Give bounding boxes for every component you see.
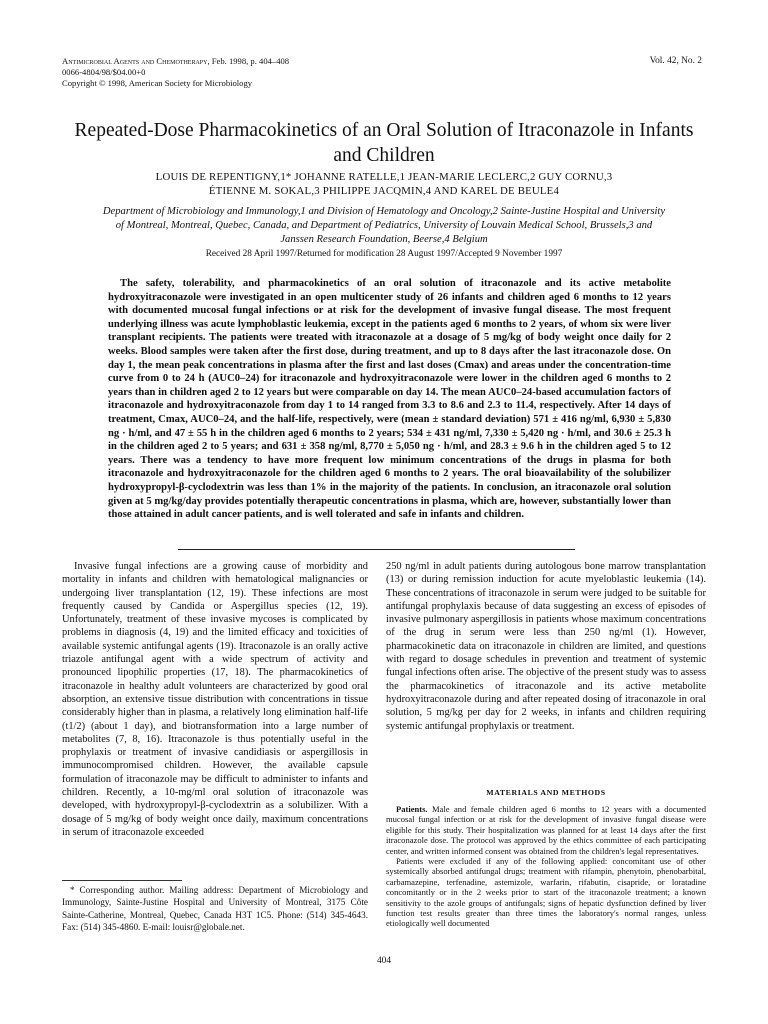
journal-header <box>62 56 289 89</box>
intro-paragraph-continued: 250 ng/ml in adult patients during autologous bone marrow transplantation (13) or during remission induction for acute myeloblastic leukemia (14). These concentrations of itraconazole in serum were judged to be suitable for antifungal prophylaxis because of data suggesting an excess of episodes of invasive pulmonary aspergillosis in patients whose maximum concentrations of the drug in serum were less than 250 ng/ml (1). However, pharmacokinetic data on itraconazole in children are limited, and questions with regard to dosage schedules in prevention and treatment of systemic fungal infections often arise. The objective of the present study was to assess the pharmacokinetics of itraconazole and its active metabolite hydroxyitraconazole during and after repeated dosing of itraconazole in oral solution, 5 mg/kg per day for 2 weeks, in infants and children requiring systemic antifungal prophylaxis or treatment. <box>386 561 706 732</box>
exclusion-paragraph: Patients were excluded if any of the following applied: concomitant use of other systemically absorbed antifungal drugs; treatment with rifampin, phenytoin, phenobarbital, carbamazepine, terfenadine, astemizole, warfarin, rifabutin, cisapride, or loratadine concomitantly or in the 2 weeks prior to start of the itraconazole treatment; a known sensitivity to the azole groups of antifungals; signs of hepatic dysfunction defined by liver function test results greater than three times the laboratory's normal ranges, unless etiologically well documented <box>386 856 706 929</box>
section-heading: MATERIALS AND METHODS <box>486 788 606 797</box>
patients-run-in-heading: Patients. <box>396 804 428 814</box>
corresponding-author-footnote: * Corresponding author. Mailing address: Department of Microbiology and Immunology, Sainte-Justine Hospital and University of Montreal, 3175 Côte Sainte-Catherine, Montreal, Quebec, Canada H3T 1C5. Phone: (514) 345-4643. Fax: (514) 345-4860. E-mail: louisr@globale.net. <box>62 885 368 933</box>
body-column-right <box>386 560 706 733</box>
article-title: Repeated-Dose Pharmacokinetics of an Oral Solution of Itraconazole in Infants and Children <box>74 120 694 166</box>
authors-line-2: ÉTIENNE M. SOKAL,3 PHILIPPE JACQMIN,4 AND KAREL DE BEULE4 <box>208 185 560 197</box>
page-number: 404 <box>376 956 392 966</box>
patients-paragraph <box>386 804 706 856</box>
issn-line: 0066-4804/98/$04.00+0 <box>62 67 146 77</box>
abstract: The safety, tolerability, and pharmacokinetics of an oral solution of itraconazole and its active metabolite hydroxyitraconazole were investigated in an open multicenter study of 26 infants and children aged 6 months to 12 years with documented mucosal fungal infections or at risk for the development of invasive fungal disease. The most frequent underlying illness was acute lymphoblastic leukemia, except in the patients aged 6 months to 2 years, of whom six were liver transplant recipients. The patients were treated with itraconazole at a dosage of 5 mg/kg of body weight once daily for 2 weeks. Blood samples were taken after the first dose, during treatment, and up to 8 days after the last itraconazole dose. On day 1, the mean peak concentrations in plasma after the first and last doses (Cmax) and areas under the concentration-time curve from 0 to 24 h (AUC0–24) for itraconazole and hydroxyitraconazole were lower in the children aged 6 months to 2 years than in children aged 2 to 12 years but were comparable on day 14. The mean AUC0–24-based accumulation factors of itraconazole and hydroxyitraconazole from day 1 to 14 ranged from 3.3 to 8.6 and 2.3 to 11.4, respectively. After 14 days of treatment, Cmax, AUC0–24, and the half-life, respectively, were (mean ± standard deviation) 571 ± 416 ng/ml, 6,930 ± 5,830 ng · h/ml, and 47 ± 55 h in the children aged 6 months to 2 years; 534 ± 431 ng/ml, 7,330 ± 5,420 ng · h/ml, and 30.6 ± 25.3 h in the children aged 2 to 5 years; and 631 ± 358 ng/ml, 8,770 ± 5,050 ng · h/ml, and 28.3 ± 9.6 h in the children aged 5 to 12 years. There was a tendency to have more frequent low minimum concentrations of the drugs in plasma for both itraconazole and hydroxyitraconazole for the children aged 6 months to 2 years. The oral bioavailability of the solubilizer hydroxypropyl-β-cyclodextrin was less than 1% in the majority of the patients. In conclusion, an itraconazole oral solution given at 5 mg/kg/day provides potentially therapeutic concentrations in plasma, which are, however, substantially lower than those attained in adult cancer patients, and is well tolerated and safe in infants and children. <box>108 278 671 521</box>
received-dates: Received 28 April 1997/Returned for modification 28 August 1997/Accepted 9 November 1997 <box>205 249 563 259</box>
volume-issue: Vol. 42, No. 2 <box>649 56 702 66</box>
patients-text: Male and female children aged 6 months to 12 years with a documented mucosal fungal infection or at risk for the development of invasive fungal disease were eligible for this study. Their hospitalization was planned for at least 14 days after the first itraconazole dose. The protocol was approved by the ethics committee of each participating center, and written informed consent was obtained from the children's legal representatives. <box>386 804 706 856</box>
journal-citation: , Feb. 1998, p. 404–408 <box>207 56 290 66</box>
copyright-line: Copyright © 1998, American Society for Microbiology <box>62 78 253 88</box>
author-affiliations: Department of Microbiology and Immunology,1 and Division of Hematology and Oncology,2 Sainte-Justine Hospital and University of Montreal, Montreal, Quebec, Canada, and Department of Pediatrics, University of Louvain Medical School, Brussels,3 and Janssen Research Foundation, Beerse,4 Belgium <box>102 206 666 245</box>
footnote-divider <box>62 880 182 881</box>
abstract-divider <box>178 549 575 550</box>
journal-citation-line <box>62 56 289 67</box>
author-list <box>60 170 708 198</box>
methods-text <box>386 804 706 929</box>
body-column-left <box>62 560 368 839</box>
intro-paragraph: Invasive fungal infections are a growing cause of morbidity and mortality in infants and children with hematological malignancies or undergoing liver transplantation (12, 19). These infections are most frequently caused by Candida or Aspergillus species (12, 19). Unfortunately, treatment of these invasive mycoses is complicated by problems in diagnosis (4, 19) and the limited efficacy and toxicities of available systemic antifungal agents (19). Itraconazole is an orally active triazole antifungal agent with a wide spectrum of activity and pronounced lipophilic properties (17, 18). The pharmacokinetics of itraconazole in healthy adult volunteers are characterized by good oral absorption, an extensive tissue distribution with concentrations in tissue considerably higher than in plasma, a relatively long elimination half-life (t1/2) (about 1 day), and biotransformation into a large number of metabolites (7, 8, 16). Itraconazole is thus potentially useful in the prophylaxis or treatment of invasive candidiasis or aspergillosis in immunocompromised children. However, the available capsule formulation of itraconazole may be difficult to administer to infants and children. Recently, a 10-mg/ml oral solution of itraconazole was developed, with hydroxypropyl-β-cyclodextrin as a solubilizer. With a dosage of 5 mg/kg of body weight once daily, maximum concentrations in serum of itraconazole exceeded <box>62 561 368 838</box>
journal-name: Antimicrobial Agents and Chemotherapy <box>62 56 208 66</box>
authors-line-1: LOUIS DE REPENTIGNY,1* JOHANNE RATELLE,1 JEAN-MARIE LECLERC,2 GUY CORNU,3 <box>155 171 613 183</box>
